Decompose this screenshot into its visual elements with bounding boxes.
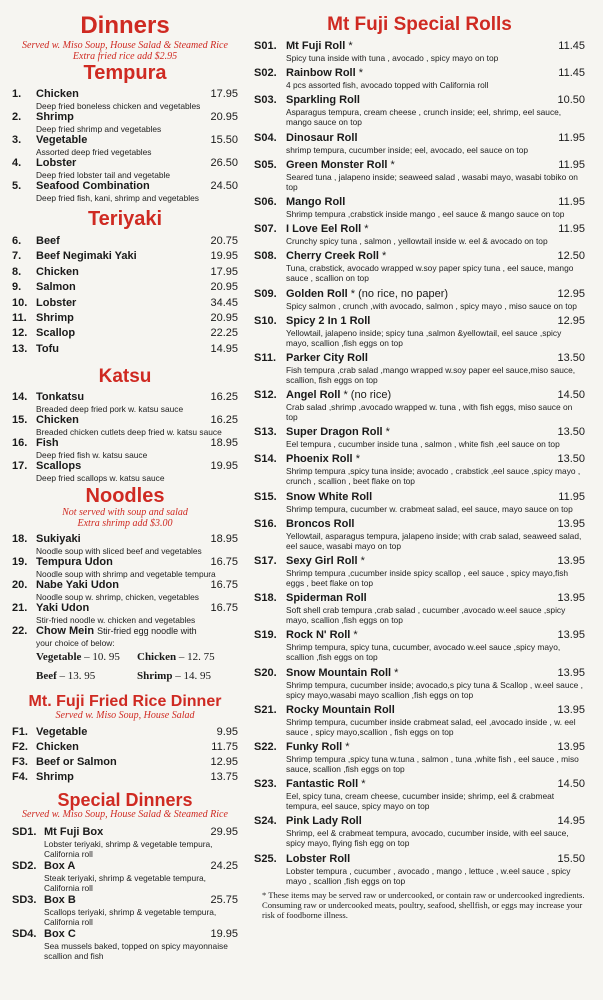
roll-item: S08. Cherry Creek Roll * 12.50 Tuna, crabstick, avocado wrapped w.soy paper spicy tuna , eel sauce, mango sauce , scallion on top [254,250,585,284]
item-price: 20.95 [210,111,238,123]
menu-item: 5. Seafood Combination 24.50 Deep fried fish, kani, shrimp and vegetables [12,180,238,203]
roll-item: S11. Parker City Roll 13.50 Fish tempura ,crab salad ,mango wrapped w.soy paper eel sauce,miso sauce, scallion, fish eggs on top [254,351,585,385]
menu-item: 8. Chicken 17.95 [12,265,238,278]
item-name: Seafood Combination [36,180,150,192]
menu-item: SD4. Box C 19.95 Sea mussels baked, topped on spicy mayonnaise scallion and fish [12,928,238,962]
roll-item: S13. Super Dragon Roll * 13.50 Eel tempura , cucumber inside tuna , salmon , white fish ,eel sauce on top [254,426,585,450]
menu-item: SD1. Mt Fuji Box 29.95 Lobster teriyaki, shrimp & vegetable tempura, California roll [12,826,238,860]
menu-item: 1. Chicken 17.95 Deep fried boneless chicken and vegetables [12,88,238,111]
item-description: Deep fried shrimp and vegetables [36,124,162,134]
roll-item: S03. Sparkling Roll 10.50 Asparagus tempura, cream cheese , crunch inside; eel, shrimp, eel sauce, mango sauce on top [254,94,585,128]
roll-item: S23. Fantastic Roll * 14.50 Eel, spicy tuna, cream cheese, cucumber inside; shrimp, eel & crabmeat tempura, eel sauce, spicy mayo on top [254,778,585,812]
roll-item: S04. Dinosaur Roll 11.95 shrimp tempura, cucumber inside; eel, avocado, eel sauce on top [254,131,585,155]
roll-item: S09. Golden Roll * (no rice, no paper) 12.95 Spicy salmon , crunch ,with avocado, salmon , spicy mayo , miso sauce on top [254,287,585,311]
special-rolls-list [254,40,585,886]
item-description: Assorted deep fried vegetables [36,147,152,157]
roll-item: S12. Angel Roll * (no rice) 14.50 Crab salad ,shrimp ,avocado wrapped w. tuna , with fish eggs, miso sauce on top [254,389,585,423]
choice-beef: Beef – 13. 95 [36,670,96,683]
item-name: Vegetable [36,134,88,146]
menu-item: F1. Vegetable 9.95 [12,726,238,739]
choice-shrimp: Shrimp – 14. 95 [137,670,211,683]
special-dinners-subtitle: Served w. Miso Soup, House Salad & Steamed Rice [22,809,228,821]
tempura-title: Tempura [83,62,167,84]
fried-rice-list [12,725,238,785]
menu-item: 7. Beef Negimaki Yaki 19.95 [12,250,238,263]
menu-item: SD3. Box B 25.75 Scallops teriyaki, shrimp & vegetable tempura, California roll [12,894,238,928]
noodles-title: Noodles [85,485,165,508]
katsu-list [12,391,238,483]
noodles-note: Extra shrimp add $3.00 [77,518,173,530]
roll-item: S16. Broncos Roll 13.95 Yellowtail, asparagus tempura, jalapeno inside; with crab salad, seaweed salad, eel sauce, wasabi mayo on top [254,517,585,551]
item-description: Deep fried fish, kani, shrimp and vegetables [36,193,199,203]
special-rolls-title: Mt Fuji Special Rolls [327,14,512,35]
item-description: Deep fried fish w. katsu sauce [36,450,148,461]
roll-item: S25. Lobster Roll 15.50 Lobster tempura , cucumber , avocado , mango , lettuce , w.eel sauce , spicy mayo , scallion ,fish eggs on top [254,852,585,886]
dinners-subtitle: Served w. Miso Soup, House Salad & Steamed Rice [22,40,228,51]
roll-item: S14. Phoenix Roll * 13.50 Shrimp tempura ,spicy tuna inside; avocado , crabstick ,eel sauce ,spicy mayo , crunch , scallion , beet flake on top [254,453,585,487]
menu-item: 20. Nabe Yaki Udon 16.75 Noodle soup w. shrimp, chicken, vegetables [12,579,238,603]
choice-vegetable: Vegetable – 10. 95 [36,651,120,664]
menu-item: 18. Sukiyaki 18.95 Noodle soup with sliced beef and vegetables [12,533,238,557]
menu-item: F4. Shrimp 13.75 [12,771,238,784]
roll-item: S06. Mango Roll 11.95 Shrimp tempura ,crabstick inside mango , eel sauce & mango sauce on top [254,195,585,219]
item-price: 17.95 [210,88,238,100]
item-description: Steak teriyaki, shrimp & vegetable tempura, California roll [44,873,206,894]
roll-item: S19. Rock N' Roll * 13.95 Shrimp tempura, spicy tuna, cucumber, avocado w.eel sauce ,spicy mayo, scallion ,fish eggs on top [254,629,585,663]
roll-item: S01. Mt Fuji Roll * 11.45 Spicy tuna inside with tuna , avocado , spicy mayo on top [254,40,585,63]
tempura-list [12,88,238,203]
roll-item: S18. Spiderman Roll 13.95 Soft shell crab tempura ,crab salad , cucumber ,avocado w.eel sauce ,spicy mayo, scallion ,fish eggs on top [254,592,585,626]
chow-mein-item: 22. Chow Mein Stir-fried egg noodle with your choice of below: Vegetable – 10. 95 Chicken – 12. 75 Beef – 13. 95 Shrimp – 14. 95 [12,625,238,686]
choice-chicken: Chicken – 12. 75 [137,651,215,664]
item-description: Noodle soup with sliced beef and vegetables [36,546,202,557]
item-description: Scallops teriyaki, shrimp & vegetable tempura, California roll [44,907,217,928]
roll-item: S24. Pink Lady Roll 14.95 Shrimp, eel & crabmeat tempura, avocado, cucumber inside, with eel sauce, spicy mayo, flying fish egg on top [254,815,585,849]
teriyaki-title: Teriyaki [87,208,163,230]
menu-item: 21. Yaki Udon 16.75 Stir-fried noodle w. chicken and vegetables [12,602,238,626]
item-name: Lobster [36,157,77,169]
roll-item: S20. Snow Mountain Roll * 13.95 Shrimp tempura, cucumber inside; avocado,s picy tuna & Scallop , w.eel sauce , spicy mayo,wasabi mayo scallion ,fish eggs on top [254,666,585,700]
item-description: Noodle soup with shrimp and vegetable tempura [36,569,216,580]
roll-item: S22. Funky Roll * 13.95 Shrimp tempura ,spicy tuna w.tuna , salmon , tuna ,white fish , eel sauce , miso sauce, scallion ,fish eggs on top [254,740,585,774]
roll-item: S07. I Love Eel Roll * 11.95 Crunchy spicy tuna , salmon , yellowtail inside w. eel & avocado on top [254,223,585,247]
menu-item: 19. Tempura Udon 16.75 Noodle soup with shrimp and vegetable tempura [12,556,238,580]
fried-rice-title: Mt. Fuji Fried Rice Dinner [28,693,222,711]
special-dinners-title: Special Dinners [57,790,193,811]
katsu-title: Katsu [98,366,152,388]
item-price: 26.50 [210,157,238,169]
menu-item: 10. Lobster 34.45 [12,296,238,309]
item-description: your choice of below: [36,638,115,649]
item-description: Lobster teriyaki, shrimp & vegetable tempura, California roll [44,839,213,860]
special-dinners-list [12,826,238,961]
roll-item: S21. Rocky Mountain Roll 13.95 Shrimp tempura, cucumber inside crabmeat salad, eel ,avocado inside , w. eel sauce , spicy mayo,scallion , fish eggs on top [254,703,585,737]
menu-item: 16. Fish 18.95 Deep fried fish w. katsu sauce [12,437,238,461]
fried-rice-subtitle: Served w. Miso Soup, House Salad [55,710,195,722]
item-name: Shrimp [36,111,74,123]
raw-food-disclaimer: * These items may be served raw or undercooked, or contain raw or undercooked ingredients. Consuming raw or undercooked meats, poultry, seafood, shellfish, or eggs may increase your risk of foodborne illness. [262,889,585,920]
roll-item: S05. Green Monster Roll * 11.95 Seared tuna , jalapeno inside; seaweed salad , wasabi mayo, wasabi tobiko on top [254,158,585,192]
roll-item: S17. Sexy Girl Roll * 13.95 Shrimp tempura ,cucumber inside spicy scallop , eel sauce , spicy mayo,fish eggs , beet flake on top [254,555,585,588]
menu-item: 2. Shrimp 20.95 Deep fried shrimp and vegetables [12,111,238,134]
item-description: Deep fried lobster tail and vegetable [36,170,171,180]
item-description: Sea mussels baked, topped on spicy mayonnaise scallion and fish [44,941,228,962]
menu-item: 3. Vegetable 15.50 Assorted deep fried vegetables [12,134,238,157]
menu-item: F3. Beef or Salmon 12.95 [12,756,238,769]
menu-item: 15. Chicken 16.25 Breaded chicken cutlets deep fried w. katsu sauce [12,414,238,438]
menu-item: 12. Scallop 22.25 [12,327,238,340]
chow-mein-choices [36,648,238,686]
menu-item: 17. Scallops 19.95 Deep fried scallops w. katsu sauce [12,460,238,484]
roll-item: S02. Rainbow Roll * 11.45 4 pcs assorted fish, avocado topped with California roll [254,67,585,91]
left-column [12,0,238,961]
item-description: Deep fried scallops w. katsu sauce [36,473,165,484]
right-column [254,0,585,920]
item-description: Breaded deep fried pork w. katsu sauce [36,404,184,415]
noodles-subtitle: Not served with soup and salad [62,507,188,519]
noodles-list [12,533,238,686]
dinners-title: Dinners [80,12,170,39]
menu-item: 6. Beef 20.75 [12,235,238,247]
menu-item: 4. Lobster 26.50 Deep fried lobster tail and vegetable [12,157,238,180]
item-price: 24.50 [210,180,238,192]
item-name: Chicken [36,88,79,100]
teriyaki-list [12,234,238,357]
menu-item: 14. Tonkatsu 16.25 Breaded deep fried pork w. katsu sauce [12,391,238,415]
menu-item: 11. Shrimp 20.95 [12,312,238,325]
dinners-note: Extra fried rice add $2.95 [72,51,178,62]
roll-item: S10. Spicy 2 In 1 Roll 12.95 Yellowtail, jalapeno inside; spicy tuna ,salmon &yellowtail, eel sauce ,spicy mayo, scallion ,fish eggs on top [254,314,585,348]
roll-item: S15. Snow White Roll 11.95 Shrimp tempura, cucumber w. crabmeat salad, eel sauce, mayo sauce on top [254,490,585,514]
item-price: 15.50 [210,134,238,146]
item-description: Deep fried boneless chicken and vegetables [36,101,201,111]
item-description: Breaded chicken cutlets deep fried w. katsu sauce [36,427,222,438]
menu-item: F2. Chicken 11.75 [12,741,238,754]
item-description: Stir-fried noodle w. chicken and vegetables [36,615,196,626]
menu-item: SD2. Box A 24.25 Steak teriyaki, shrimp & vegetable tempura, California roll [12,860,238,894]
item-description: Noodle soup w. shrimp, chicken, vegetables [36,592,199,603]
menu-item: 13. Tofu 14.95 [12,342,238,355]
menu-item: 9. Salmon 20.95 [12,281,238,294]
